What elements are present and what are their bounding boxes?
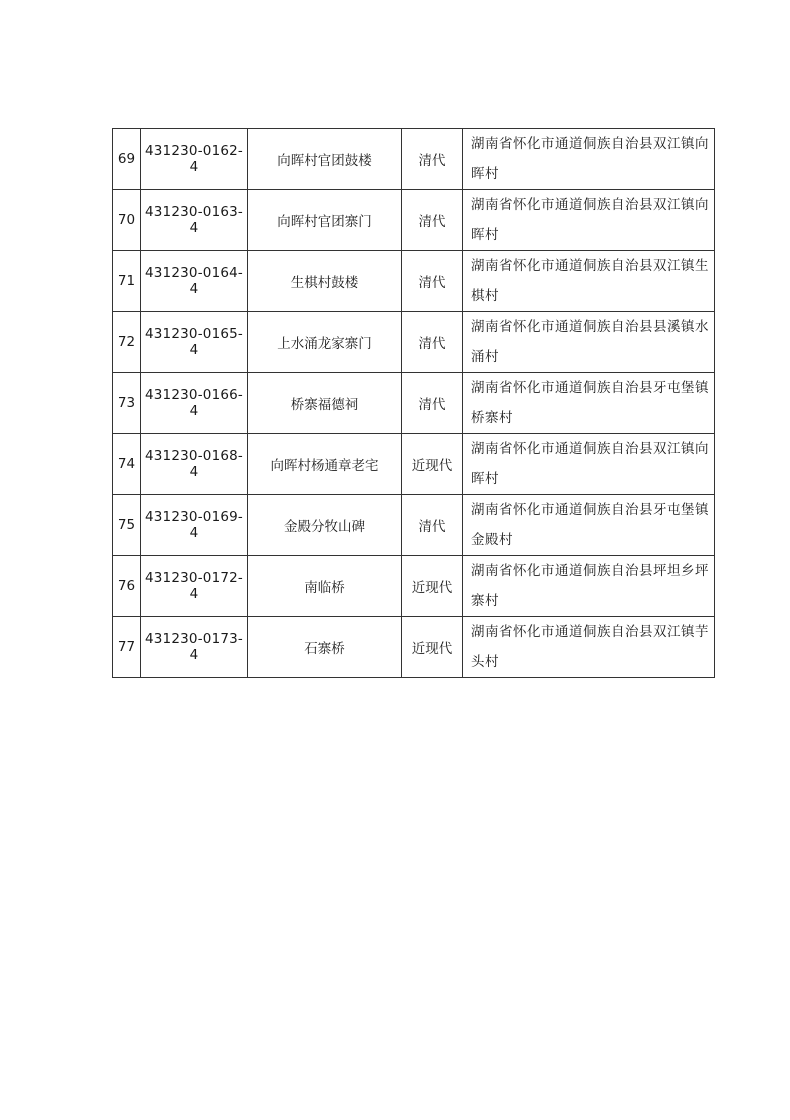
table-row — [113, 129, 715, 190]
table-row — [113, 373, 715, 434]
table-row — [113, 190, 715, 251]
site-code: 431230-0173-4 — [141, 617, 248, 678]
site-code: 431230-0163-4 — [141, 190, 248, 251]
site-era: 近现代 — [402, 434, 463, 495]
row-number: 72 — [113, 312, 141, 373]
site-era: 清代 — [402, 312, 463, 373]
site-name: 向晖村杨通章老宅 — [248, 434, 402, 495]
site-code: 431230-0165-4 — [141, 312, 248, 373]
row-number: 70 — [113, 190, 141, 251]
table-row — [113, 495, 715, 556]
site-name: 南临桥 — [248, 556, 402, 617]
site-code: 431230-0172-4 — [141, 556, 248, 617]
site-address: 湖南省怀化市通道侗族自治县牙屯堡镇金殿村 — [463, 495, 715, 556]
site-address: 湖南省怀化市通道侗族自治县牙屯堡镇桥寨村 — [463, 373, 715, 434]
site-address: 湖南省怀化市通道侗族自治县双江镇向晖村 — [463, 190, 715, 251]
site-address: 湖南省怀化市通道侗族自治县坪坦乡坪寨村 — [463, 556, 715, 617]
site-code: 431230-0168-4 — [141, 434, 248, 495]
site-code: 431230-0162-4 — [141, 129, 248, 190]
site-era: 清代 — [402, 251, 463, 312]
row-number: 75 — [113, 495, 141, 556]
row-number: 71 — [113, 251, 141, 312]
table-row — [113, 251, 715, 312]
site-name: 向晖村官团鼓楼 — [248, 129, 402, 190]
site-address: 湖南省怀化市通道侗族自治县双江镇向晖村 — [463, 434, 715, 495]
row-number: 76 — [113, 556, 141, 617]
site-address: 湖南省怀化市通道侗族自治县县溪镇水涌村 — [463, 312, 715, 373]
table-row — [113, 556, 715, 617]
site-name: 桥寨福德祠 — [248, 373, 402, 434]
heritage-sites-table — [112, 128, 715, 678]
row-number: 69 — [113, 129, 141, 190]
site-name: 向晖村官团寨门 — [248, 190, 402, 251]
site-address: 湖南省怀化市通道侗族自治县双江镇芋头村 — [463, 617, 715, 678]
row-number: 74 — [113, 434, 141, 495]
site-code: 431230-0166-4 — [141, 373, 248, 434]
site-name: 上水涌龙家寨门 — [248, 312, 402, 373]
table-row — [113, 434, 715, 495]
site-era: 清代 — [402, 190, 463, 251]
site-name: 石寨桥 — [248, 617, 402, 678]
row-number: 73 — [113, 373, 141, 434]
site-address: 湖南省怀化市通道侗族自治县双江镇生棋村 — [463, 251, 715, 312]
site-era: 清代 — [402, 373, 463, 434]
site-name: 生棋村鼓楼 — [248, 251, 402, 312]
site-era: 清代 — [402, 495, 463, 556]
site-code: 431230-0169-4 — [141, 495, 248, 556]
table-row — [113, 312, 715, 373]
table-row — [113, 617, 715, 678]
site-code: 431230-0164-4 — [141, 251, 248, 312]
site-era: 近现代 — [402, 556, 463, 617]
site-era: 近现代 — [402, 617, 463, 678]
row-number: 77 — [113, 617, 141, 678]
site-address: 湖南省怀化市通道侗族自治县双江镇向晖村 — [463, 129, 715, 190]
site-era: 清代 — [402, 129, 463, 190]
site-name: 金殿分牧山碑 — [248, 495, 402, 556]
